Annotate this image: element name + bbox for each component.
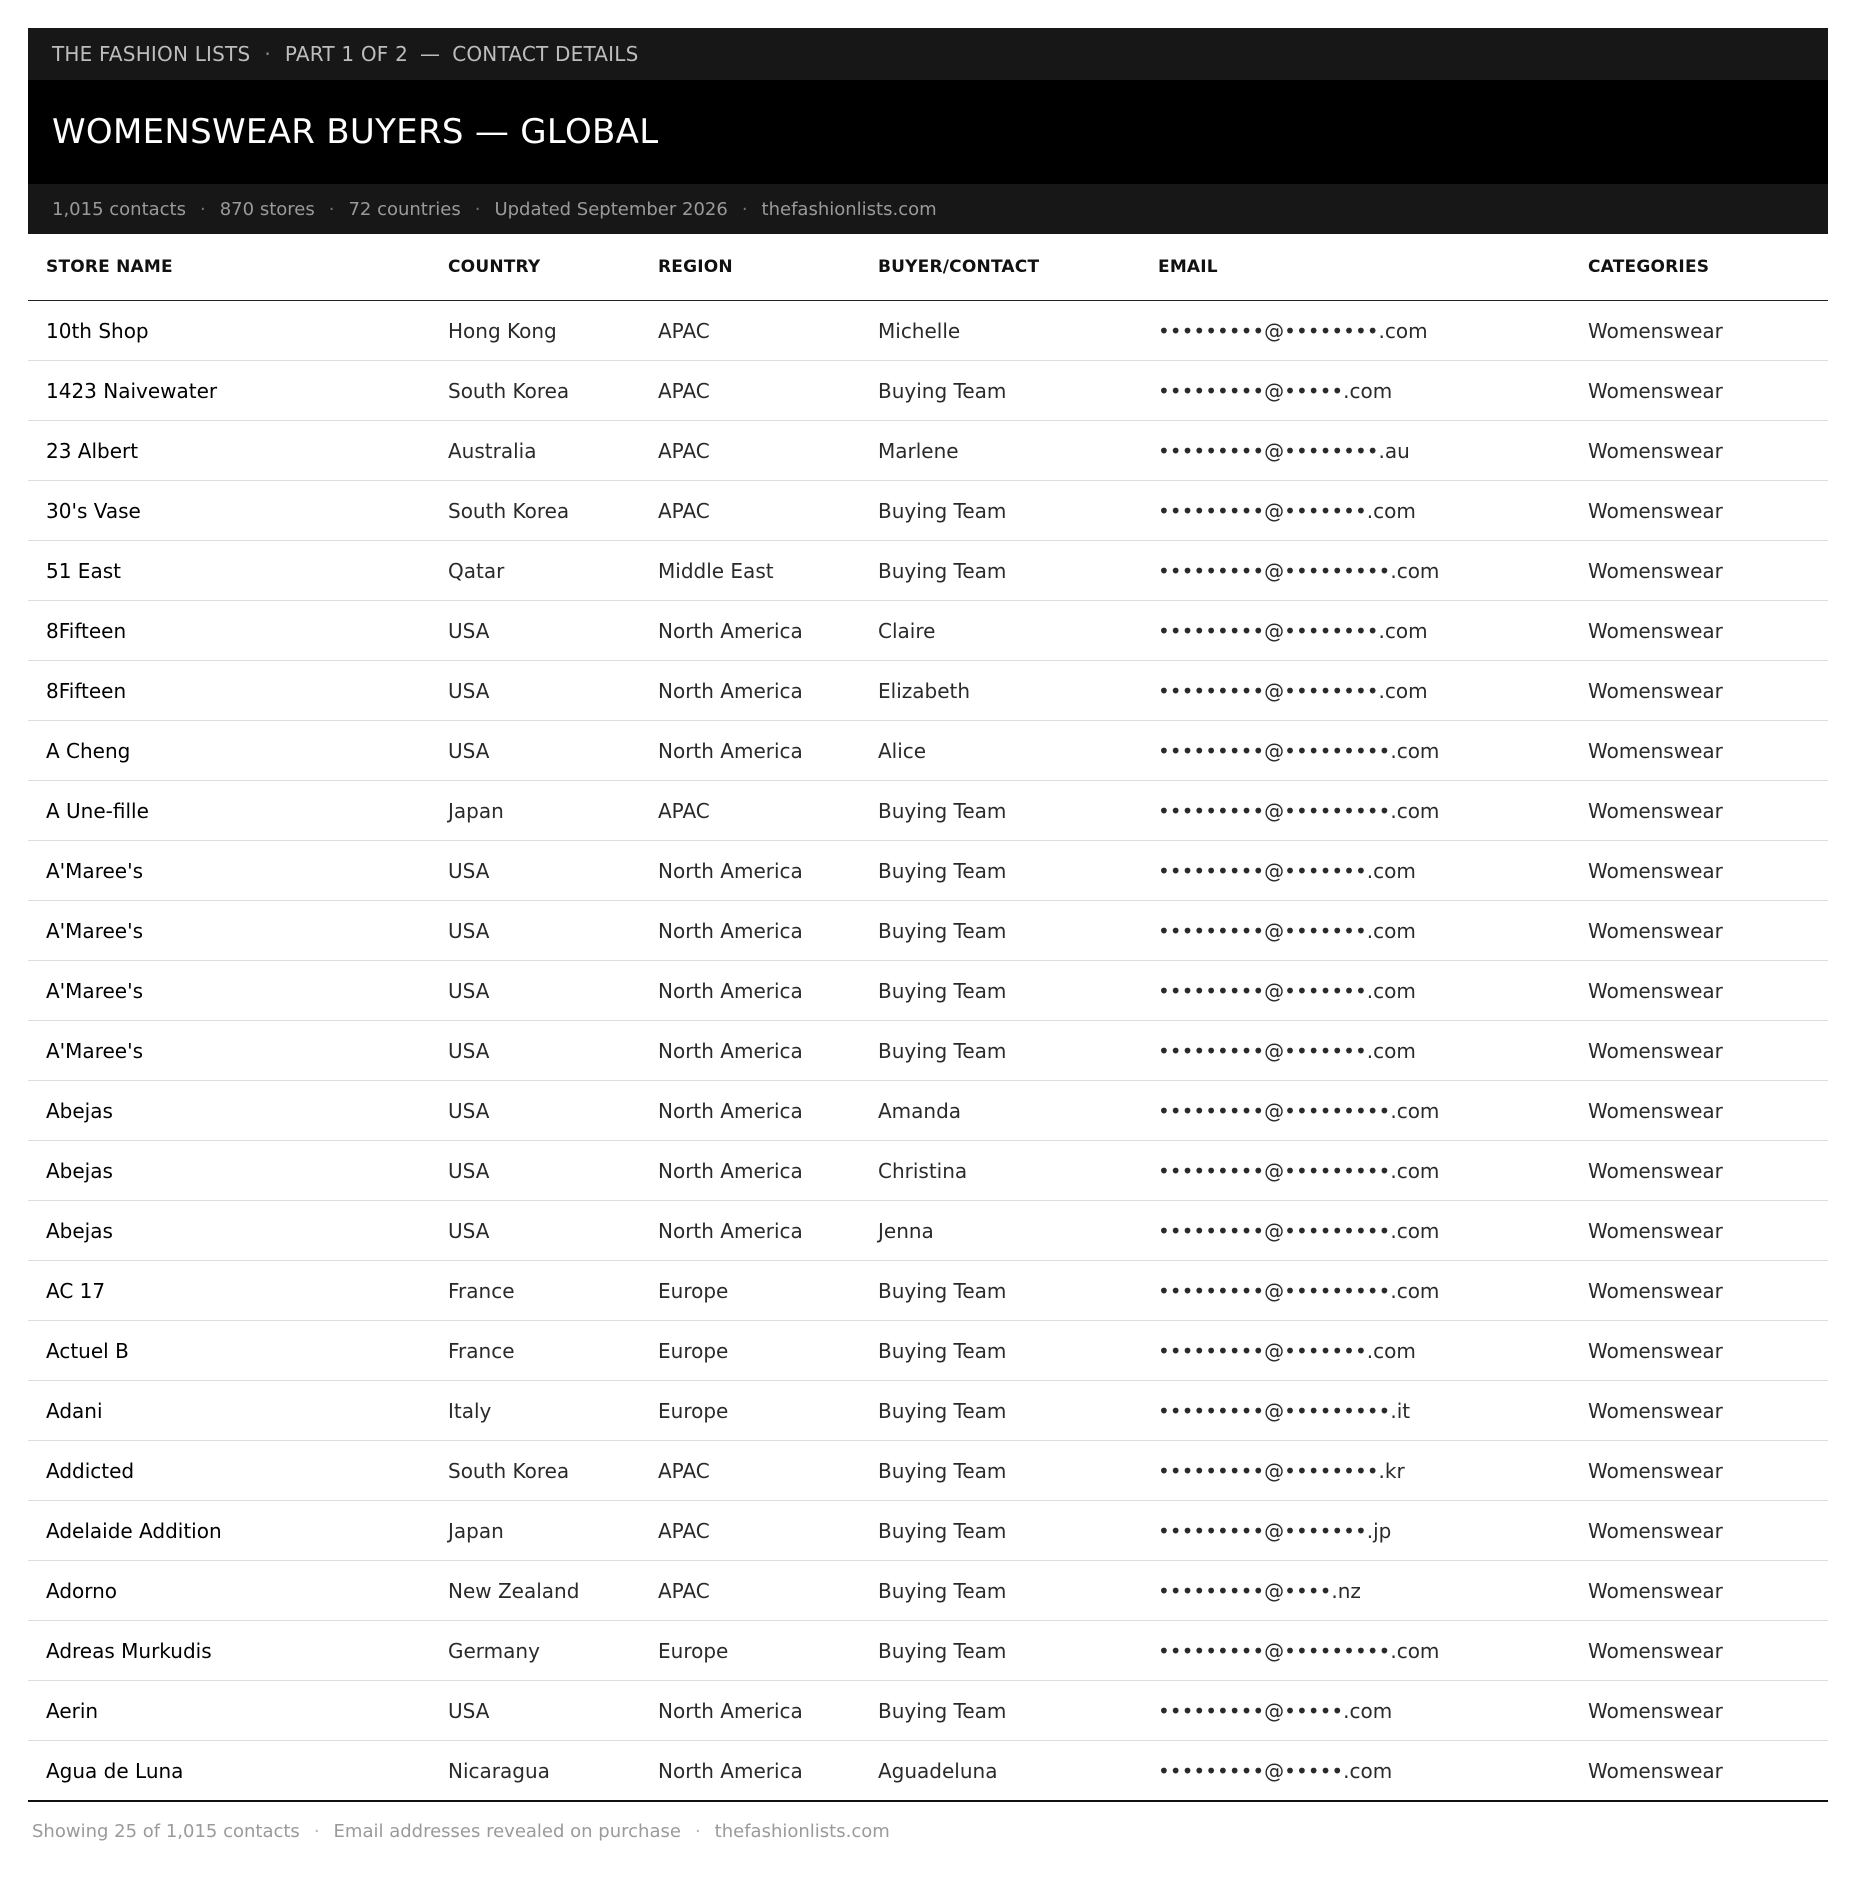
- country-cell: USA: [430, 1201, 640, 1261]
- table-row: [28, 361, 1828, 421]
- email-cell: •••••••••@•••••••••.com: [1140, 781, 1570, 841]
- buyer-contact-cell: Buying Team: [860, 1561, 1140, 1621]
- country-cell: USA: [430, 601, 640, 661]
- table-row: [28, 1201, 1828, 1261]
- email-cell: •••••••••@••••••••.au: [1140, 421, 1570, 481]
- store-name-cell: Aerin: [28, 1681, 430, 1741]
- buyer-contact-cell: Buying Team: [860, 901, 1140, 961]
- table-row: [28, 1081, 1828, 1141]
- country-cell: Australia: [430, 421, 640, 481]
- email-cell: •••••••••@•••••••••.com: [1140, 1261, 1570, 1321]
- country-cell: Japan: [430, 1501, 640, 1561]
- buyer-contact-cell: Elizabeth: [860, 661, 1140, 721]
- categories-cell: Womenswear: [1570, 721, 1828, 781]
- store-name-cell: A Cheng: [28, 721, 430, 781]
- email-cell: •••••••••@•••••••••.com: [1140, 1621, 1570, 1681]
- buyer-contact-cell: Buying Team: [860, 1621, 1140, 1681]
- email-cell: •••••••••@•••••••.jp: [1140, 1501, 1570, 1561]
- purchase-note: Email addresses revealed on purchase: [333, 1820, 681, 1842]
- region-cell: APAC: [640, 421, 860, 481]
- buyer-contact-cell: Jenna: [860, 1201, 1140, 1261]
- region-cell: APAC: [640, 1501, 860, 1561]
- region-cell: North America: [640, 1201, 860, 1261]
- store-name-cell: A'Maree's: [28, 841, 430, 901]
- categories-cell: Womenswear: [1570, 901, 1828, 961]
- country-cell: Germany: [430, 1621, 640, 1681]
- email-cell: •••••••••@••••••••.com: [1140, 301, 1570, 361]
- buyer-contact-cell: Amanda: [860, 1081, 1140, 1141]
- email-cell: •••••••••@•••••••.com: [1140, 961, 1570, 1021]
- country-cell: USA: [430, 961, 640, 1021]
- categories-cell: Womenswear: [1570, 301, 1828, 361]
- store-name-cell: A'Maree's: [28, 901, 430, 961]
- categories-cell: Womenswear: [1570, 361, 1828, 421]
- email-cell: •••••••••@••••••••.com: [1140, 661, 1570, 721]
- separator-dot: ·: [694, 1820, 701, 1842]
- buyer-contact-cell: Buying Team: [860, 361, 1140, 421]
- country-cell: South Korea: [430, 361, 640, 421]
- email-cell: •••••••••@•••••••••.com: [1140, 541, 1570, 601]
- country-cell: South Korea: [430, 1441, 640, 1501]
- separator-dot: ·: [474, 198, 481, 220]
- categories-cell: Womenswear: [1570, 1381, 1828, 1441]
- region-cell: North America: [640, 661, 860, 721]
- country-cell: USA: [430, 901, 640, 961]
- buyer-contact-cell: Alice: [860, 721, 1140, 781]
- column-header-country: COUNTRY: [430, 234, 640, 301]
- title-bar: [28, 80, 1828, 184]
- categories-cell: Womenswear: [1570, 1741, 1828, 1802]
- region-cell: APAC: [640, 361, 860, 421]
- table-row: [28, 661, 1828, 721]
- region-cell: North America: [640, 841, 860, 901]
- categories-cell: Womenswear: [1570, 1201, 1828, 1261]
- region-cell: APAC: [640, 301, 860, 361]
- buyer-contact-cell: Buying Team: [860, 541, 1140, 601]
- separator-dot: ·: [313, 1820, 320, 1842]
- table-row: [28, 1141, 1828, 1201]
- email-cell: •••••••••@•••••••.com: [1140, 841, 1570, 901]
- meta-bar: [28, 184, 1828, 234]
- categories-cell: Womenswear: [1570, 1621, 1828, 1681]
- region-cell: North America: [640, 1741, 860, 1802]
- region-cell: Europe: [640, 1621, 860, 1681]
- table-row: [28, 421, 1828, 481]
- store-name-cell: A Une-fille: [28, 781, 430, 841]
- email-cell: •••••••••@••••••••.kr: [1140, 1441, 1570, 1501]
- country-cell: USA: [430, 1081, 640, 1141]
- part-label: PART 1 OF 2: [284, 42, 408, 66]
- table-row: [28, 781, 1828, 841]
- country-cell: Qatar: [430, 541, 640, 601]
- country-cell: Hong Kong: [430, 301, 640, 361]
- region-cell: North America: [640, 961, 860, 1021]
- contact-list-sheet: [28, 28, 1828, 1860]
- categories-cell: Womenswear: [1570, 1081, 1828, 1141]
- country-cell: Nicaragua: [430, 1741, 640, 1802]
- country-cell: USA: [430, 1021, 640, 1081]
- email-cell: •••••••••@•••••••.com: [1140, 481, 1570, 541]
- store-name-cell: Adorno: [28, 1561, 430, 1621]
- region-cell: North America: [640, 1681, 860, 1741]
- categories-cell: Womenswear: [1570, 1441, 1828, 1501]
- buyer-contact-cell: Buying Team: [860, 1381, 1140, 1441]
- header-row: [28, 234, 1828, 301]
- email-cell: •••••••••@•••••••.com: [1140, 1321, 1570, 1381]
- stores-count: 870 stores: [219, 198, 315, 220]
- region-cell: North America: [640, 601, 860, 661]
- table-row: [28, 1321, 1828, 1381]
- table-row: [28, 1021, 1828, 1081]
- table-row: [28, 841, 1828, 901]
- region-cell: APAC: [640, 1561, 860, 1621]
- table-row: [28, 721, 1828, 781]
- buyer-contact-cell: Marlene: [860, 421, 1140, 481]
- table-row: [28, 1741, 1828, 1802]
- categories-cell: Womenswear: [1570, 1021, 1828, 1081]
- separator-dot: ·: [328, 198, 335, 220]
- table-row: [28, 301, 1828, 361]
- contacts-count: 1,015 contacts: [52, 198, 186, 220]
- email-cell: •••••••••@•••••••••.com: [1140, 1141, 1570, 1201]
- country-cell: South Korea: [430, 481, 640, 541]
- country-cell: France: [430, 1321, 640, 1381]
- buyer-contact-cell: Buying Team: [860, 1021, 1140, 1081]
- categories-cell: Womenswear: [1570, 961, 1828, 1021]
- country-cell: USA: [430, 661, 640, 721]
- country-cell: Italy: [430, 1381, 640, 1441]
- buyer-contact-cell: Buying Team: [860, 781, 1140, 841]
- country-cell: USA: [430, 841, 640, 901]
- region-cell: North America: [640, 901, 860, 961]
- store-name-cell: 8Fifteen: [28, 601, 430, 661]
- store-name-cell: Abejas: [28, 1141, 430, 1201]
- table-row: [28, 901, 1828, 961]
- site-link[interactable]: thefashionlists.com: [761, 198, 937, 220]
- buyer-contact-cell: Buying Team: [860, 961, 1140, 1021]
- buyer-contact-cell: Buying Team: [860, 1681, 1140, 1741]
- categories-cell: Womenswear: [1570, 1321, 1828, 1381]
- email-cell: •••••••••@•••••••••.com: [1140, 721, 1570, 781]
- countries-count: 72 countries: [348, 198, 461, 220]
- table-header: [28, 234, 1828, 301]
- store-name-cell: 8Fifteen: [28, 661, 430, 721]
- brand-label: THE FASHION LISTS: [52, 42, 251, 66]
- column-header-store-name: STORE NAME: [28, 234, 430, 301]
- email-cell: •••••••••@•••••••••.it: [1140, 1381, 1570, 1441]
- categories-cell: Womenswear: [1570, 421, 1828, 481]
- categories-cell: Womenswear: [1570, 1501, 1828, 1561]
- contacts-table: [28, 234, 1828, 1802]
- separator-dot: ·: [200, 198, 206, 220]
- email-cell: •••••••••@•••••••••.com: [1140, 1081, 1570, 1141]
- store-name-cell: A'Maree's: [28, 1021, 430, 1081]
- categories-cell: Womenswear: [1570, 1561, 1828, 1621]
- categories-cell: Womenswear: [1570, 481, 1828, 541]
- store-name-cell: Abejas: [28, 1081, 430, 1141]
- categories-cell: Womenswear: [1570, 781, 1828, 841]
- buyer-contact-cell: Buying Team: [860, 481, 1140, 541]
- region-cell: Middle East: [640, 541, 860, 601]
- store-name-cell: Adreas Murkudis: [28, 1621, 430, 1681]
- table-row: [28, 1441, 1828, 1501]
- table-row: [28, 1561, 1828, 1621]
- categories-cell: Womenswear: [1570, 541, 1828, 601]
- table-body: [28, 301, 1828, 1802]
- region-cell: APAC: [640, 481, 860, 541]
- region-cell: North America: [640, 1021, 860, 1081]
- buyer-contact-cell: Michelle: [860, 301, 1140, 361]
- separator-dash: —: [420, 42, 441, 66]
- email-cell: •••••••••@•••••••.com: [1140, 901, 1570, 961]
- table-row: [28, 1381, 1828, 1441]
- region-cell: North America: [640, 1081, 860, 1141]
- store-name-cell: Actuel B: [28, 1321, 430, 1381]
- region-cell: North America: [640, 721, 860, 781]
- separator-dot: ·: [264, 42, 271, 66]
- store-name-cell: Adelaide Addition: [28, 1501, 430, 1561]
- email-cell: •••••••••@•••••••••.com: [1140, 1201, 1570, 1261]
- email-cell: •••••••••@•••••.com: [1140, 361, 1570, 421]
- categories-cell: Womenswear: [1570, 1681, 1828, 1741]
- column-header-region: REGION: [640, 234, 860, 301]
- region-cell: APAC: [640, 781, 860, 841]
- store-name-cell: A'Maree's: [28, 961, 430, 1021]
- country-cell: USA: [430, 1141, 640, 1201]
- column-header-email: EMAIL: [1140, 234, 1570, 301]
- showing-count: Showing 25 of 1,015 contacts: [32, 1820, 300, 1842]
- table-row: [28, 541, 1828, 601]
- store-name-cell: 51 East: [28, 541, 430, 601]
- buyer-contact-cell: Buying Team: [860, 1321, 1140, 1381]
- region-cell: Europe: [640, 1321, 860, 1381]
- buyer-contact-cell: Aguadeluna: [860, 1741, 1140, 1802]
- region-cell: North America: [640, 1141, 860, 1201]
- table-row: [28, 961, 1828, 1021]
- table-row: [28, 1621, 1828, 1681]
- email-cell: •••••••••@•••••••.com: [1140, 1021, 1570, 1081]
- table-row: [28, 481, 1828, 541]
- section-label: CONTACT DETAILS: [452, 42, 639, 66]
- country-cell: New Zealand: [430, 1561, 640, 1621]
- table-row: [28, 1681, 1828, 1741]
- buyer-contact-cell: Buying Team: [860, 1441, 1140, 1501]
- email-cell: •••••••••@••••.nz: [1140, 1561, 1570, 1621]
- categories-cell: Womenswear: [1570, 661, 1828, 721]
- footer-site-link[interactable]: thefashionlists.com: [714, 1820, 890, 1842]
- buyer-contact-cell: Buying Team: [860, 841, 1140, 901]
- email-cell: •••••••••@•••••.com: [1140, 1681, 1570, 1741]
- updated-date: Updated September 2026: [494, 198, 728, 220]
- separator-dot: ·: [741, 198, 748, 220]
- region-cell: Europe: [640, 1261, 860, 1321]
- store-name-cell: 30's Vase: [28, 481, 430, 541]
- store-name-cell: Agua de Luna: [28, 1741, 430, 1802]
- categories-cell: Womenswear: [1570, 841, 1828, 901]
- categories-cell: Womenswear: [1570, 1261, 1828, 1321]
- buyer-contact-cell: Buying Team: [860, 1261, 1140, 1321]
- store-name-cell: AC 17: [28, 1261, 430, 1321]
- categories-cell: Womenswear: [1570, 601, 1828, 661]
- store-name-cell: Adani: [28, 1381, 430, 1441]
- email-cell: •••••••••@••••••••.com: [1140, 601, 1570, 661]
- table-row: [28, 1501, 1828, 1561]
- top-bar: [28, 28, 1828, 80]
- store-name-cell: Addicted: [28, 1441, 430, 1501]
- region-cell: Europe: [640, 1381, 860, 1441]
- store-name-cell: Abejas: [28, 1201, 430, 1261]
- buyer-contact-cell: Claire: [860, 601, 1140, 661]
- country-cell: France: [430, 1261, 640, 1321]
- email-cell: •••••••••@•••••.com: [1140, 1741, 1570, 1802]
- page-title: WOMENSWEAR BUYERS — GLOBAL: [52, 112, 659, 152]
- table-row: [28, 601, 1828, 661]
- buyer-contact-cell: Christina: [860, 1141, 1140, 1201]
- table-row: [28, 1261, 1828, 1321]
- country-cell: Japan: [430, 781, 640, 841]
- column-header-buyer-contact: BUYER/CONTACT: [860, 234, 1140, 301]
- buyer-contact-cell: Buying Team: [860, 1501, 1140, 1561]
- store-name-cell: 1423 Naivewater: [28, 361, 430, 421]
- column-header-categories: CATEGORIES: [1570, 234, 1828, 301]
- footer-bar: [28, 1802, 1828, 1860]
- country-cell: USA: [430, 1681, 640, 1741]
- categories-cell: Womenswear: [1570, 1141, 1828, 1201]
- store-name-cell: 23 Albert: [28, 421, 430, 481]
- country-cell: USA: [430, 721, 640, 781]
- store-name-cell: 10th Shop: [28, 301, 430, 361]
- region-cell: APAC: [640, 1441, 860, 1501]
